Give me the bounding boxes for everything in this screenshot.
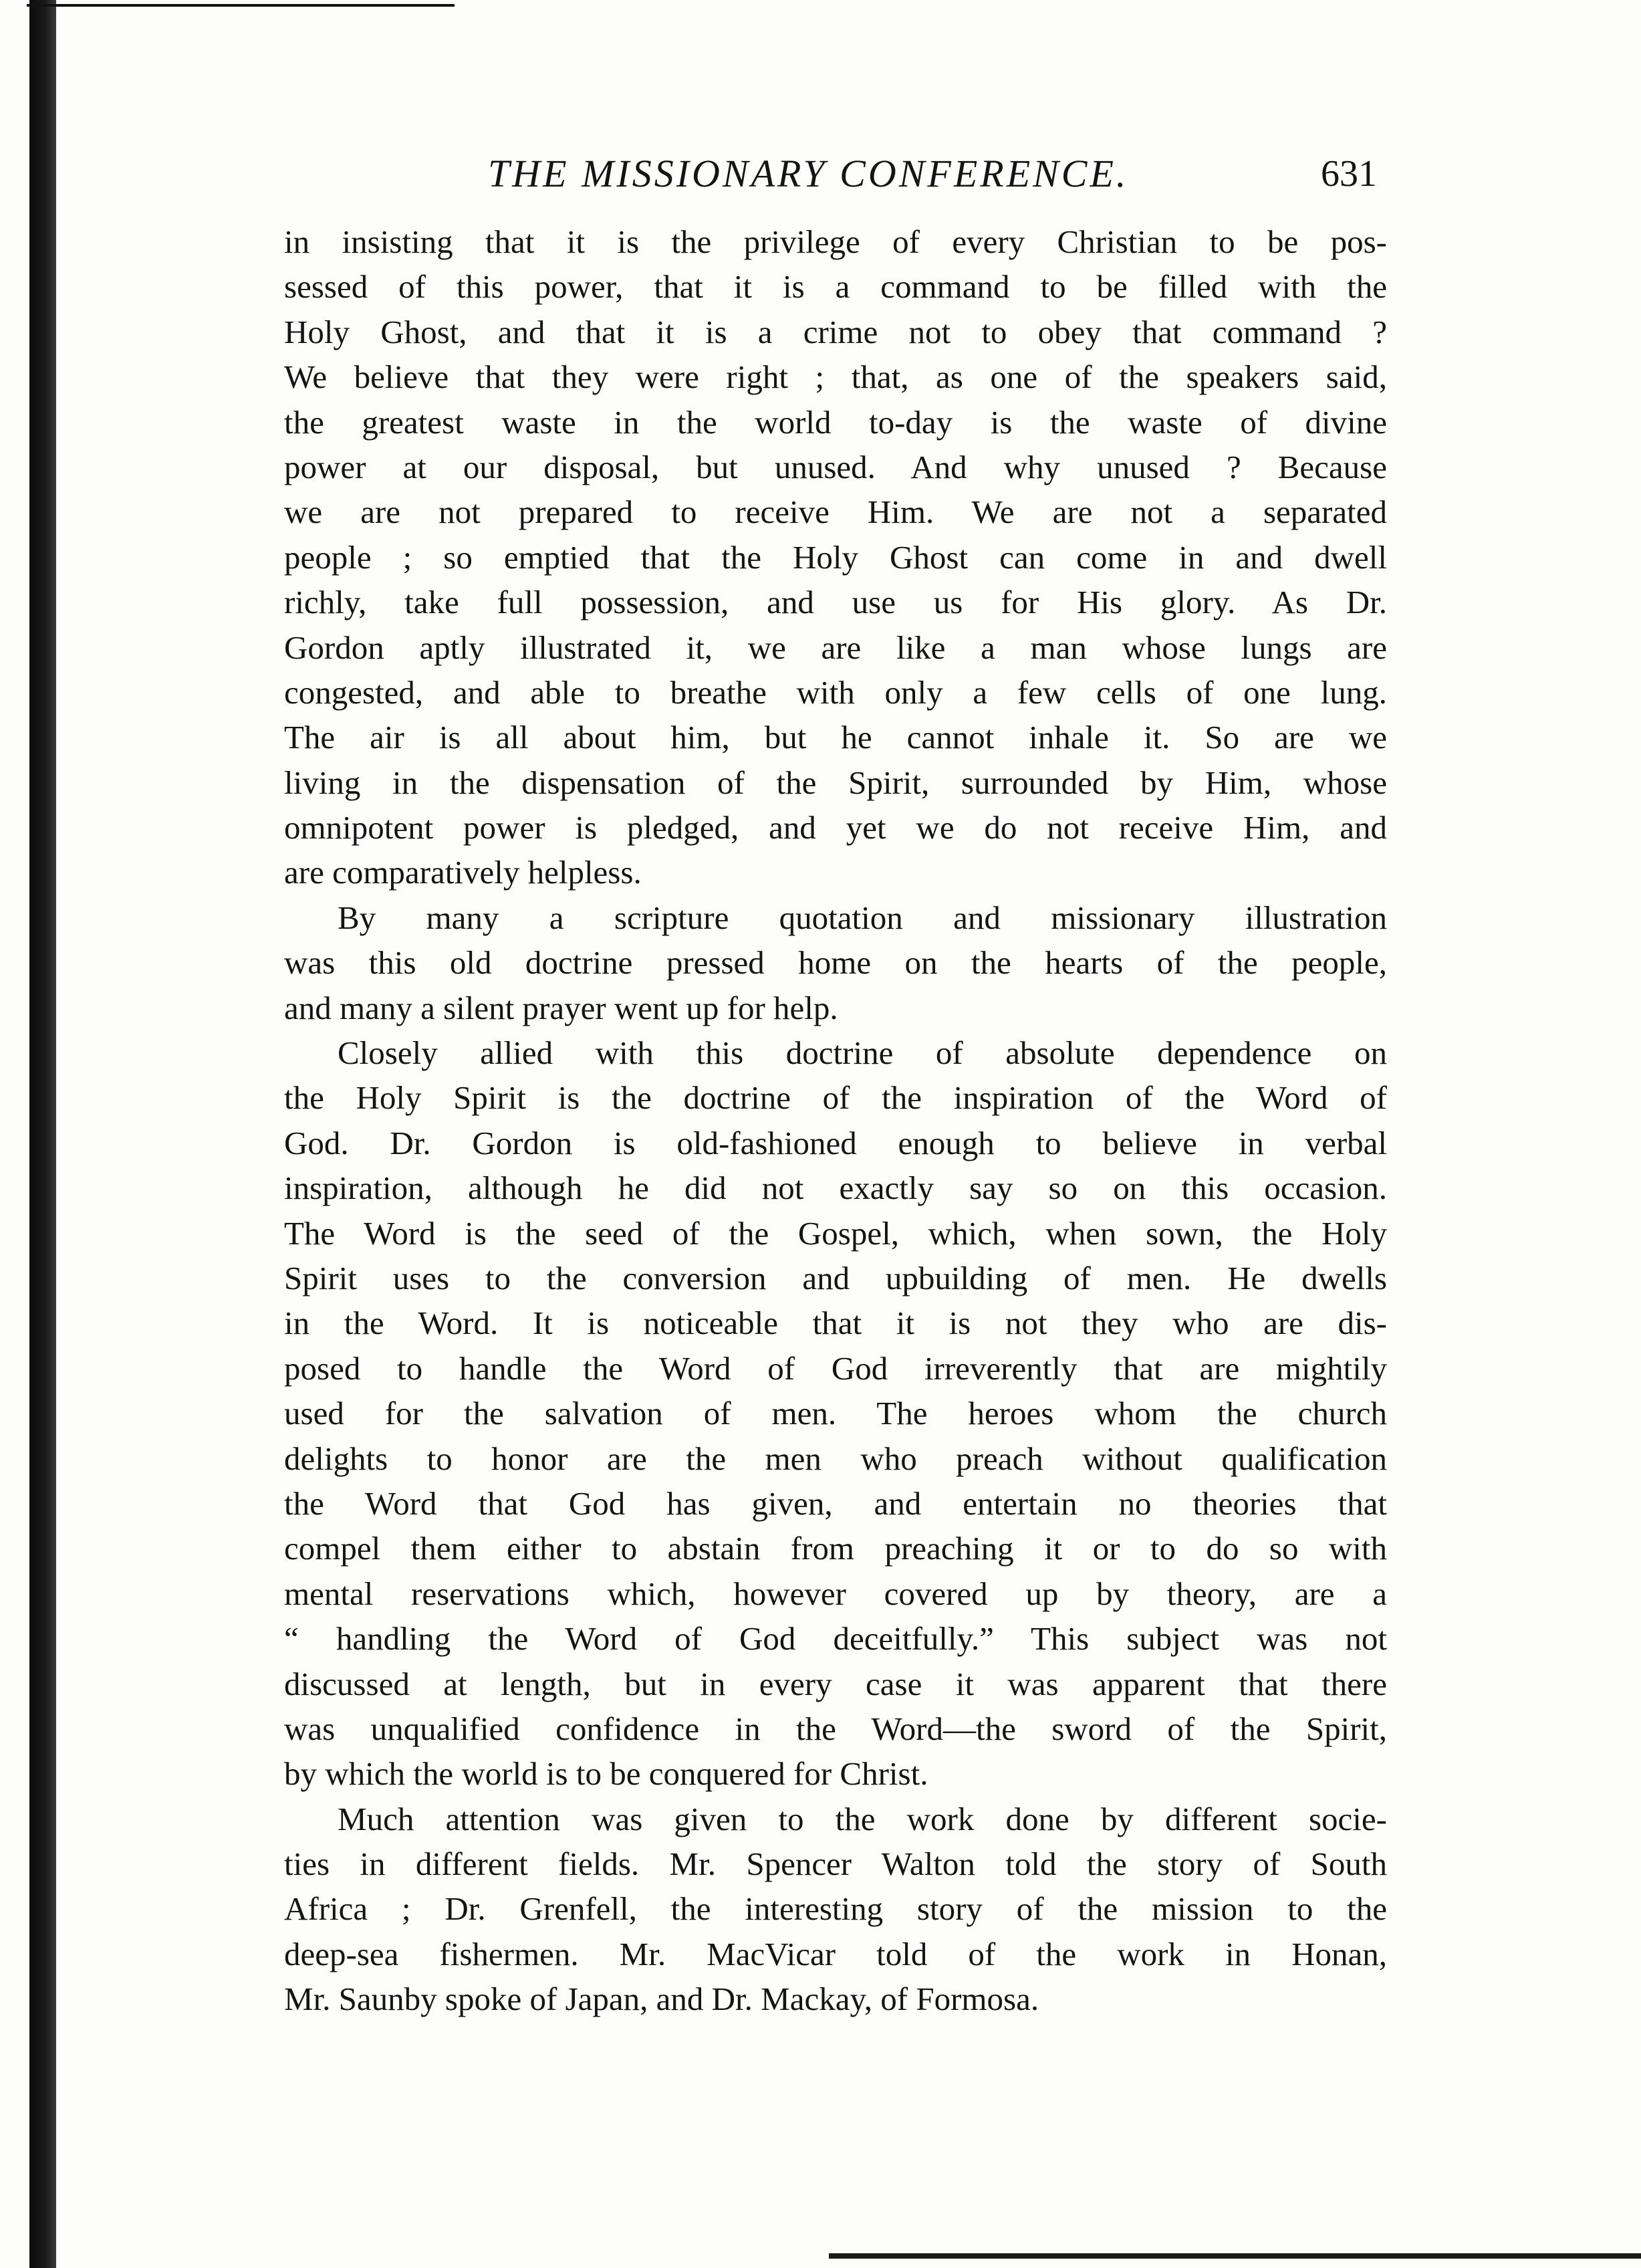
text-line: Closely allied with this doctrine of absolute dependence on [338, 1034, 1387, 1072]
text-line: Africa ; Dr. Grenfell, the interesting story of the mission to the [284, 1890, 1387, 1928]
page-number: 631 [1321, 153, 1377, 195]
running-title: THE MISSIONARY CONFERENCE. [488, 152, 1129, 195]
text-line: living in the dispensation of the Spirit, surrounded by Him, whose [284, 764, 1387, 801]
text-line: richly, take full possession, and use us for His glory. As Dr. [284, 584, 1387, 621]
text-line: the greatest waste in the world to-day is the waste of divine [284, 403, 1387, 441]
text-line: Mr. Saunby spoke of Japan, and Dr. Mackay, of Formosa. [284, 1980, 1039, 2018]
running-head [281, 147, 1377, 207]
paragraph [284, 219, 1387, 895]
text-line: was unqualified confidence in the Word—the sword of the Spirit, [284, 1710, 1387, 1747]
text-line: sessed of this power, that it is a command to be filled with the [284, 268, 1387, 306]
text-line: Much attention was given to the work done by different socie- [338, 1800, 1387, 1837]
text-line: Gordon aptly illustrated it, we are like a man whose lungs are [284, 629, 1387, 666]
text-line: Holy Ghost, and that it is a crime not to obey that command ? [284, 313, 1387, 350]
text-line: deep-sea fishermen. Mr. MacVicar told of the work in Honan, [284, 1935, 1387, 1972]
text-line: was this old doctrine pressed home on the hearts of the people, [284, 944, 1387, 982]
text-line: we are not prepared to receive Him. We are not a separated [284, 493, 1387, 531]
text-line: are comparatively helpless. [284, 854, 642, 891]
paragraph [284, 1797, 1387, 2022]
text-line: The Word is the seed of the Gospel, which, when sown, the Holy [284, 1214, 1387, 1252]
bottom-rule [829, 2253, 1641, 2259]
text-line: in the Word. It is noticeable that it is not they who are dis- [284, 1305, 1387, 1342]
text-line: inspiration, although he did not exactly say so on this occasion. [284, 1169, 1387, 1207]
text-line: by which the world is to be conquered for Christ. [284, 1755, 928, 1793]
text-line: people ; so emptied that the Holy Ghost can come in and dwell [284, 538, 1387, 576]
text-line: and many a silent prayer went up for help. [284, 989, 838, 1026]
text-line: The air is all about him, but he cannot inhale it. So are we [284, 719, 1387, 756]
paragraph [284, 1030, 1387, 1797]
text-line: congested, and able to breathe with only a few cells of one lung. [284, 673, 1387, 711]
text-line: Spirit uses to the conversion and upbuilding of men. He dwells [284, 1259, 1387, 1296]
text-line: compel them either to abstain from preaching it or to do so with [284, 1530, 1387, 1567]
text-line: By many a scripture quotation and missionary illustration [338, 899, 1387, 936]
text-line: the Holy Spirit is the doctrine of the inspiration of the Word of [284, 1079, 1387, 1117]
text-line: in insisting that it is the privilege of every Christian to be pos- [284, 223, 1387, 260]
text-line: omnipotent power is pledged, and yet we do not receive Him, and [284, 809, 1387, 846]
text-line: delights to honor are the men who preach without qualification [284, 1440, 1387, 1477]
page-binding-edge [29, 0, 56, 2268]
text-line: ties in different fields. Mr. Spencer Walton told the story of South [284, 1845, 1387, 1883]
text-line: the Word that God has given, and entertain no theories that [284, 1484, 1387, 1522]
paragraph [284, 895, 1387, 1030]
text-line: power at our disposal, but unused. And why unused ? Because [284, 448, 1387, 485]
text-line: God. Dr. Gordon is old-fashioned enough to believe in verbal [284, 1124, 1387, 1161]
body-text [284, 219, 1387, 2022]
text-line: discussed at length, but in every case it was apparent that there [284, 1665, 1387, 1702]
text-line: “ handling the Word of God deceitfully.” This subject was not [284, 1620, 1387, 1658]
text-line: posed to handle the Word of God irreverently that are mightily [284, 1349, 1387, 1387]
text-line: We believe that they were right ; that, as one of the speakers said, [284, 358, 1387, 396]
top-rule [27, 4, 455, 7]
text-line: mental reservations which, however covered up by theory, are a [284, 1575, 1387, 1612]
text-line: used for the salvation of men. The heroes whom the church [284, 1395, 1387, 1432]
